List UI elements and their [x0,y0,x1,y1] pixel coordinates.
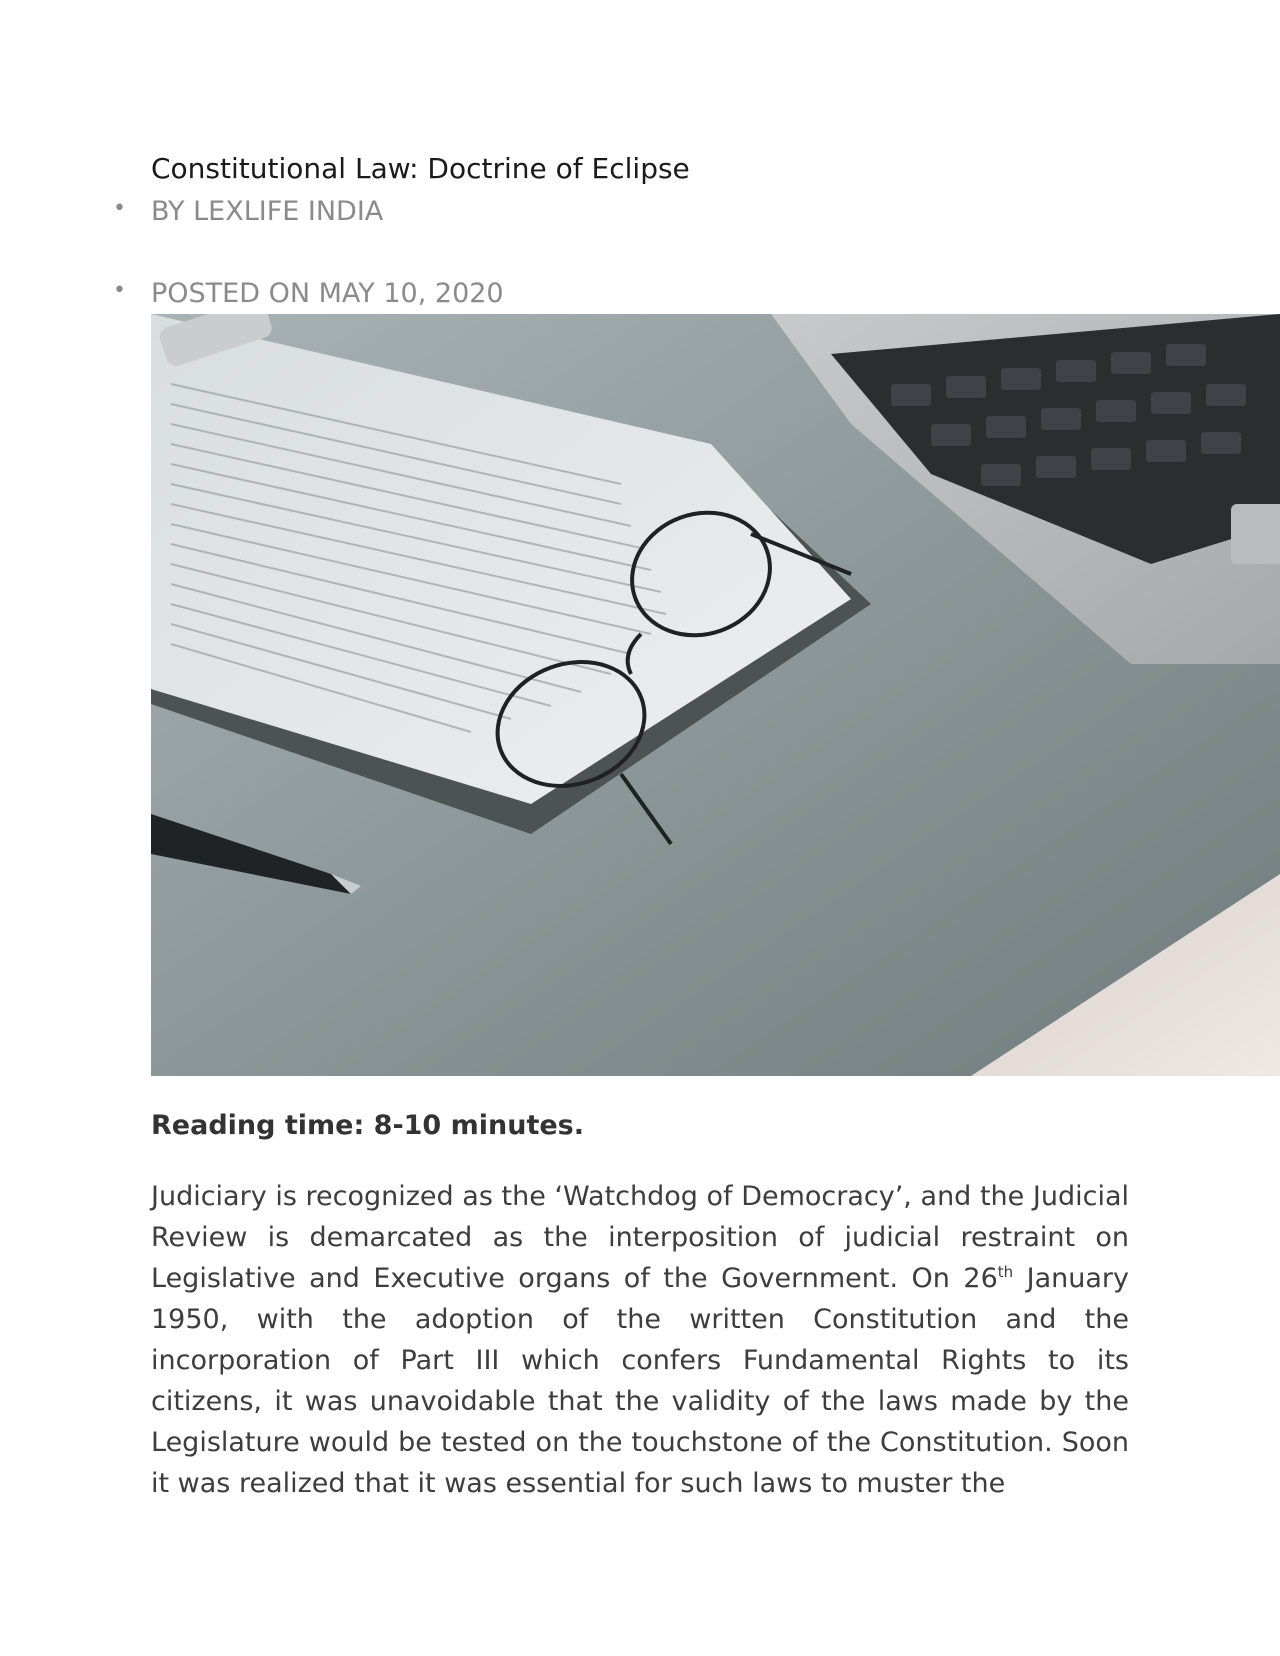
laptop-trackpad [1231,504,1280,564]
reading-time: Reading time: 8-10 minutes. [151,1110,585,1141]
article-title: Constitutional Law: Doctrine of Eclipse [151,152,690,185]
body-text-part1: Judiciary is recognized as the ‘Watchdog of Democracy’, and the Judicial Review is demarcated as the interposition of judicial restraint on Legislative and Executive organs of the Government. On 26 [151,1181,1129,1294]
author-byline-text[interactable]: BY LEXLIFE INDIA [151,196,384,227]
bullet-icon: • [113,278,126,303]
hero-image [151,314,1280,1076]
ordinal-superscript: th [997,1263,1014,1281]
article-body [151,1176,1129,1504]
post-date-text[interactable]: POSTED ON MAY 10, 2020 [151,278,504,309]
body-text-part2: January 1950, with the adoption of the written Constitution and the incorporation of Part III which confers Fundamental Rights to its citizens, it was unavoidable that the validity of the laws made by the Legislature would be tested on the touchstone of the Constitution. Soon it was realized that it was essential for such laws to muster the [151,1263,1129,1499]
author-byline [113,196,384,227]
post-date [113,278,504,309]
bullet-icon: • [113,196,126,221]
